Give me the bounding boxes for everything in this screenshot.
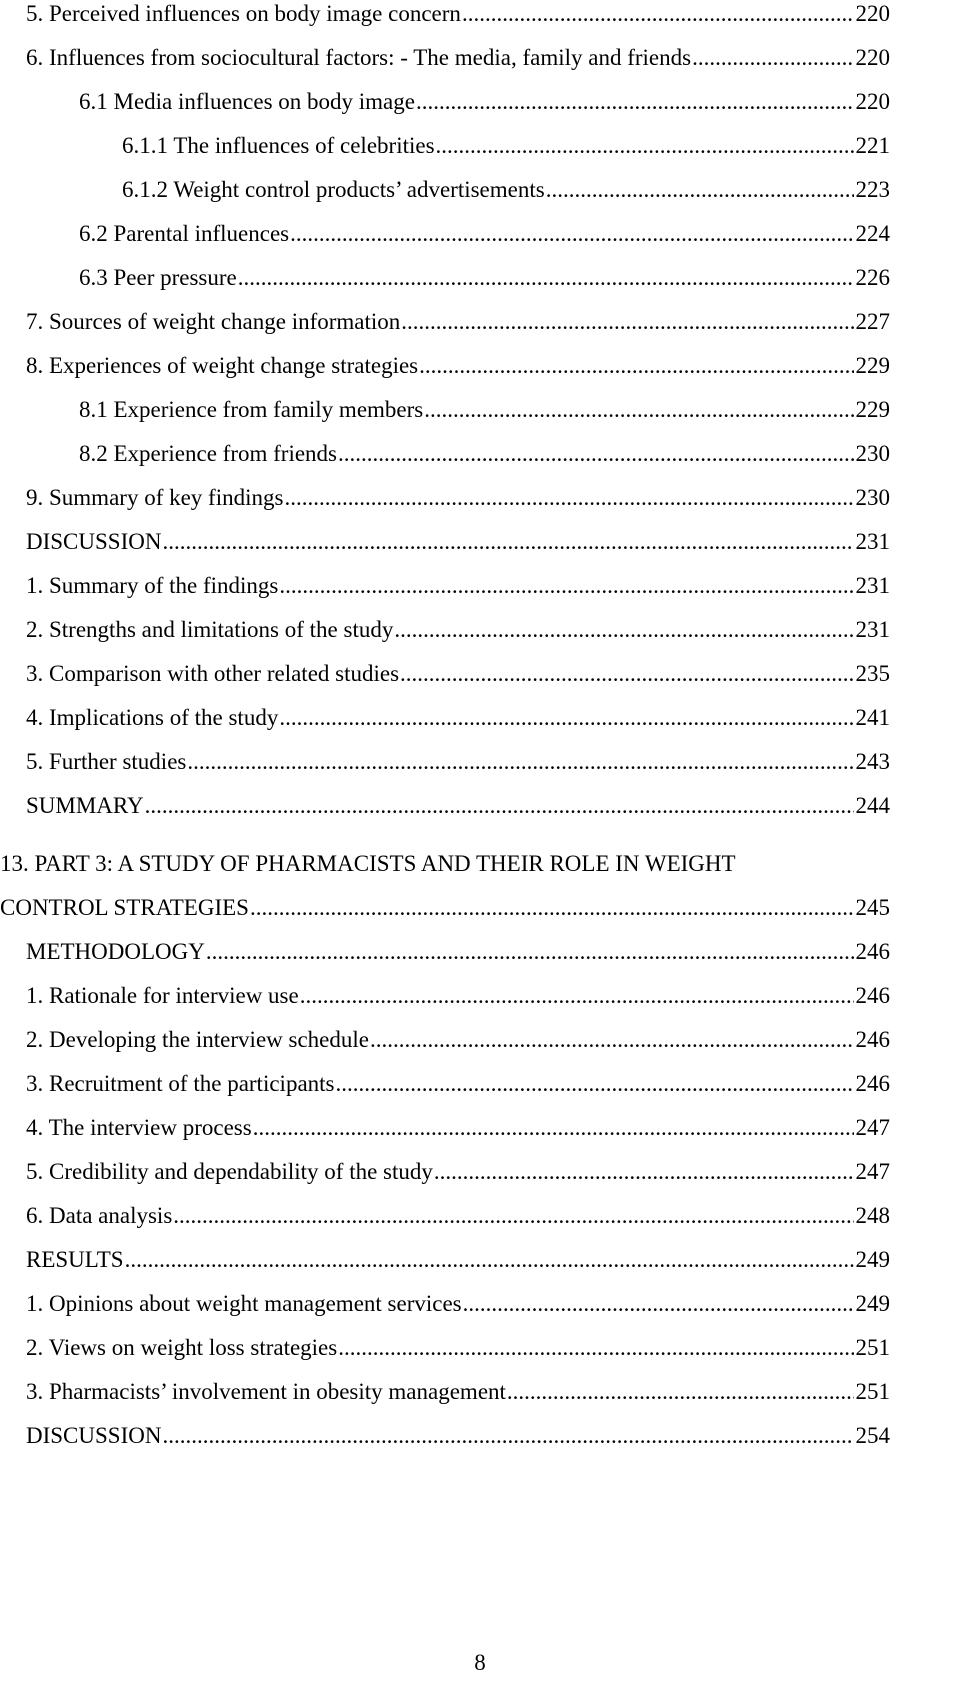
toc-entry-page: 251 [855, 1335, 890, 1360]
toc-entry [0, 1334, 890, 1374]
toc-entry [0, 748, 890, 788]
toc-entry-label: 1. Opinions about weight management services [26, 1291, 462, 1316]
toc-entry-label: 6.2 Parental influences [79, 221, 290, 246]
toc-entry [0, 1114, 890, 1154]
toc-entry [0, 704, 890, 744]
toc-entry-label: 2. Views on weight loss strategies [26, 1335, 338, 1360]
toc-dot-leader [186, 748, 853, 776]
toc-entry [0, 1290, 890, 1330]
toc-entry [0, 176, 890, 216]
toc-entry-page: 247 [855, 1159, 890, 1184]
toc-entry-label: 5. Perceived influences on body image concern [26, 1, 461, 26]
toc-entry [0, 132, 890, 172]
toc-entry-page: 246 [855, 983, 890, 1008]
toc-entry [0, 938, 890, 978]
toc-entry-page: 251 [855, 1379, 890, 1404]
toc-entry-label: 4. The interview process [26, 1115, 252, 1140]
toc-dot-leader [161, 1422, 853, 1450]
toc-entry [0, 1246, 890, 1286]
toc-dot-leader [161, 528, 853, 556]
toc-entry [0, 1378, 890, 1418]
toc-dot-leader [415, 88, 854, 116]
toc-entry [0, 528, 890, 568]
toc-entry-label: METHODOLOGY [26, 939, 205, 964]
toc-entry-label: 8.2 Experience from friends [79, 441, 338, 466]
part-heading: 13. PART 3: A STUDY OF PHARMACISTS AND THEIR ROLE IN WEIGHT [0, 851, 736, 876]
toc-dot-leader [237, 264, 854, 292]
toc-dot-leader [278, 704, 853, 732]
toc-entry [0, 1070, 890, 1110]
toc-entry-label: 6.1.2 Weight control products’ advertisements [122, 177, 545, 202]
toc-entry-page: 229 [855, 353, 890, 378]
toc-dot-leader [337, 440, 853, 468]
toc-entry-label: 6. Influences from sociocultural factors: - The media, family and friends [26, 45, 692, 70]
toc-entry-page: 245 [855, 895, 890, 920]
toc-entry [0, 220, 890, 260]
toc-entry-label: 3. Recruitment of the participants [26, 1071, 335, 1096]
toc-entry-page: 221 [855, 133, 890, 158]
toc-entry-page: 229 [855, 397, 890, 422]
toc-entry [0, 572, 890, 612]
toc-entry [0, 792, 890, 832]
toc-entry-label: 2. Strengths and limitations of the study [26, 617, 394, 642]
toc-entry [0, 352, 890, 392]
toc-dot-leader [249, 894, 854, 922]
toc-entry-label: 6.1.1 The influences of celebrities [122, 133, 435, 158]
toc-entry-label: 8. Experiences of weight change strategies [26, 353, 419, 378]
toc-dot-leader [461, 0, 854, 28]
toc-entry-label: SUMMARY [26, 793, 144, 818]
toc-entry-page: 243 [855, 749, 890, 774]
toc-dot-leader [462, 1290, 854, 1318]
toc-entry [0, 1202, 890, 1242]
toc-entry [0, 264, 890, 304]
toc-entry [0, 1026, 890, 1066]
toc-entry [0, 1422, 890, 1462]
toc-entry-label: 2. Developing the interview schedule [26, 1027, 369, 1052]
toc-entry-label: 6. Data analysis [26, 1203, 173, 1228]
toc-entry-page: 223 [855, 177, 890, 202]
toc-dot-leader [299, 982, 854, 1010]
toc-entry-page: 227 [855, 309, 890, 334]
toc-entry-label: RESULTS [26, 1247, 124, 1272]
toc-entry-label: 5. Credibility and dependability of the study [26, 1159, 433, 1184]
toc-entry-label: 1. Summary of the findings [26, 573, 279, 598]
toc-dot-leader [393, 616, 853, 644]
toc-entry-page: 226 [855, 265, 890, 290]
toc-entry [0, 44, 890, 84]
toc-entry-label: 1. Rationale for interview use [26, 983, 299, 1008]
toc-entry-page: 249 [855, 1291, 890, 1316]
toc-dot-leader [691, 44, 853, 72]
toc-entry-label: CONTROL STRATEGIES [0, 895, 249, 920]
toc-entry-page: 246 [855, 1027, 890, 1052]
toc-entry [0, 308, 890, 348]
toc-entry-page: 231 [855, 573, 890, 598]
toc-entry-page: 249 [855, 1247, 890, 1272]
toc-entry-page: 241 [855, 705, 890, 730]
toc-dot-leader [369, 1026, 854, 1054]
toc-entry-label: 7. Sources of weight change information [26, 309, 401, 334]
toc-entry-page: 244 [855, 793, 890, 818]
toc-entry-page: 224 [855, 221, 890, 246]
toc-entry-label: DISCUSSION [26, 1423, 162, 1448]
toc-entry-label: DISCUSSION [26, 529, 162, 554]
toc-entry-page: 230 [855, 485, 890, 510]
toc-dot-leader [124, 1246, 854, 1274]
page-number: 8 [474, 1650, 486, 1675]
toc-dot-leader [283, 484, 853, 512]
toc-entry-page: 235 [855, 661, 890, 686]
toc-entry [0, 982, 890, 1022]
toc-dot-leader [172, 1202, 853, 1230]
toc-entry-page: 230 [855, 441, 890, 466]
toc-dot-leader [335, 1070, 854, 1098]
toc-entry-label: 8.1 Experience from family members [79, 397, 424, 422]
toc-dot-leader [400, 308, 853, 336]
toc-dot-leader [337, 1334, 853, 1362]
toc-dot-leader [545, 176, 854, 204]
toc-dot-leader [433, 1158, 854, 1186]
toc-entry [0, 616, 890, 656]
toc-entry-label: 3. Comparison with other related studies [26, 661, 400, 686]
toc-entry-label: 5. Further studies [26, 749, 187, 774]
toc-dot-leader [289, 220, 853, 248]
toc-dot-leader [205, 938, 854, 966]
toc-dot-leader [435, 132, 854, 160]
toc-entry [0, 1158, 890, 1198]
toc-entry [0, 484, 890, 524]
toc-dot-leader [399, 660, 853, 688]
toc-entry-page: 231 [855, 617, 890, 642]
toc-entry [0, 440, 890, 480]
part-heading-entry [0, 894, 890, 934]
toc-dot-leader [506, 1378, 854, 1406]
toc-entry-label: 4. Implications of the study [26, 705, 279, 730]
toc-dot-leader [418, 352, 853, 380]
toc-entry-page: 246 [855, 939, 890, 964]
toc-entry-page: 254 [855, 1423, 890, 1448]
toc-dot-leader [278, 572, 853, 600]
toc-entry-label: 9. Summary of key findings [26, 485, 284, 510]
toc-entry-page: 220 [855, 1, 890, 26]
toc-entry-page: 220 [855, 89, 890, 114]
toc-entry [0, 88, 890, 128]
toc-entry-page: 247 [855, 1115, 890, 1140]
toc-entry-page: 220 [855, 45, 890, 70]
toc-entry-label: 6.3 Peer pressure [79, 265, 237, 290]
toc-dot-leader [423, 396, 853, 424]
toc-dot-leader [144, 792, 854, 820]
toc-entry-page: 231 [855, 529, 890, 554]
toc-entry [0, 396, 890, 436]
toc-entry-label: 6.1 Media influences on body image [79, 89, 415, 114]
toc-entry-page: 246 [855, 1071, 890, 1096]
toc-entry [0, 0, 890, 40]
toc-entry-label: 3. Pharmacists’ involvement in obesity management [26, 1379, 506, 1404]
toc-entry-page: 248 [855, 1203, 890, 1228]
toc-entry [0, 660, 890, 700]
toc-dot-leader [252, 1114, 854, 1142]
